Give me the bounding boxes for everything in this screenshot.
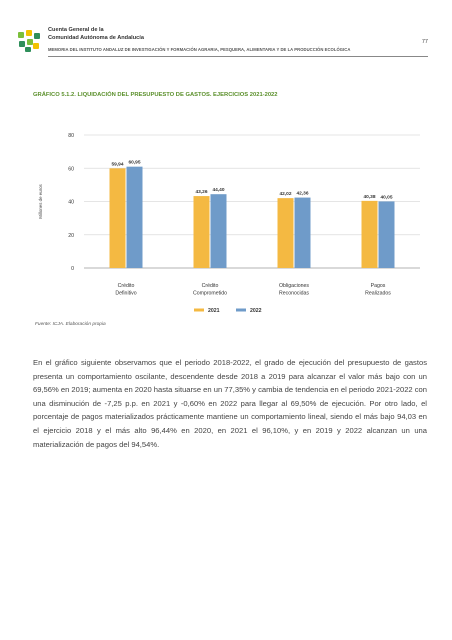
- bar-2021: [362, 201, 378, 268]
- legend-swatch-2021: [194, 309, 204, 312]
- legend-label: 2021: [208, 308, 220, 314]
- data-label: 42,02: [279, 192, 292, 198]
- legend-swatch-2022: [236, 309, 246, 312]
- data-label: 59,94: [111, 162, 124, 168]
- y-tick-label: 0: [71, 266, 74, 272]
- bar-2022: [211, 194, 227, 268]
- bar-2022: [379, 201, 395, 268]
- data-label: 40,05: [380, 195, 393, 201]
- y-axis-label: Millones de euros: [38, 184, 43, 219]
- memoria-heading: MEMORIA DEL INSTITUTO ANDALUZ DE INVESTIGACIÓN Y FORMACIÓN AGRARIA, PESQUERA, ALIMENTARIA Y DE LA PRODUCCIÓN ECOLÓGICA: [48, 47, 351, 52]
- page-number: 77: [421, 39, 428, 45]
- bar-2021: [278, 198, 294, 268]
- bar-2021: [110, 168, 126, 268]
- legend-label: 2022: [250, 308, 262, 314]
- category-label: Crédito: [117, 283, 135, 289]
- bar-2022: [127, 167, 143, 268]
- category-label: Definitivo: [115, 290, 137, 297]
- data-label: 44,40: [212, 188, 225, 194]
- data-label: 40,38: [363, 194, 376, 200]
- data-label: 43,26: [195, 190, 208, 196]
- y-tick-label: 20: [68, 232, 74, 239]
- body-paragraph: En el gráfico siguiente observamos que el periodo 2018-2022, el grado de ejecución del presupuesto de gastos presenta un comportamiento oscilante, descendente desde 2018 a 2019 para alcanzar el valor más bajo con un 69,56% en 2019; aumenta en 2020 hasta situarse en un 77,35% y cambia de tendencia en el periodo 2021-2022 con una disminución de -7,25 p.p. en 2021 y -0,60% en 2022 para llegar al 69,50% de ejecución. Por otro lado, el porcentaje de pagos materializados prácticamente mantiene un comportamiento lineal, siendo el más bajo 94,03 en el ejercicio 2018 y el más alto 96,44% en 2020, en 2021 el 96,10%, y en 2019 y 2022 alcanzan un una materialización de pagos del 94,54%.: [33, 358, 427, 449]
- bar-2022: [295, 198, 311, 268]
- category-label: Reconocidas: [279, 290, 309, 297]
- category-label: Pagos: [370, 283, 386, 289]
- org-line-1: Cuenta General de la: [48, 27, 104, 33]
- data-label: 42,36: [296, 191, 309, 197]
- bar-2021: [194, 196, 210, 268]
- category-label: Obligaciones: [279, 283, 309, 289]
- category-label: Comprometido: [192, 290, 228, 297]
- category-label: Realizados: [365, 290, 391, 297]
- chart-title: GRÁFICO 5.1.2. LIQUIDACIÓN DEL PRESUPUESTO DE GASTOS. EJERCICIOS 2021-2022: [33, 92, 278, 98]
- data-label: 60,95: [128, 160, 141, 166]
- y-tick-label: 40: [68, 199, 74, 206]
- org-line-2: Comunidad Autónoma de Andalucía: [48, 34, 144, 41]
- category-label: Crédito: [201, 283, 219, 289]
- y-tick-label: 60: [68, 166, 74, 173]
- chart-source: Fuente: ICJA. Elaboración propia: [35, 322, 106, 327]
- y-tick-label: 80: [68, 133, 74, 139]
